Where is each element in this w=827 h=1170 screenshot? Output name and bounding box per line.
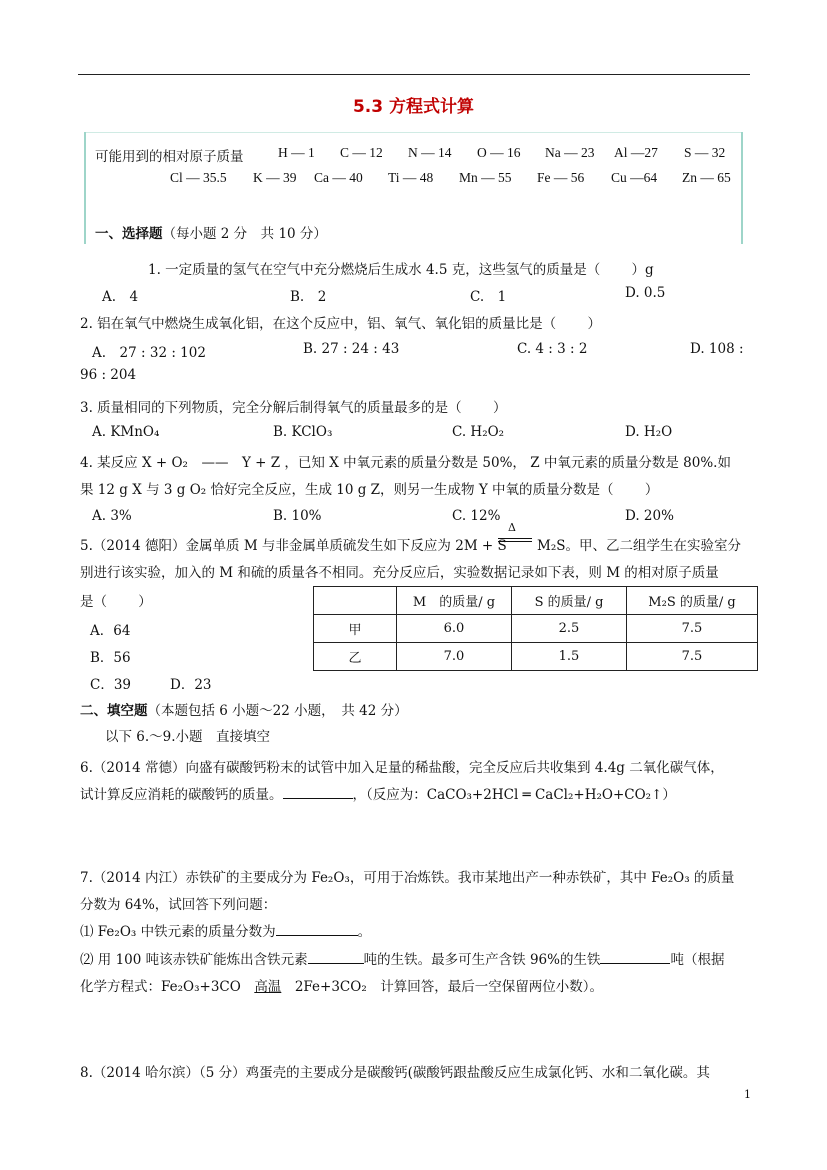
- section1-title: 一、选择题: [95, 226, 163, 242]
- q7-part2-blank1[interactable]: [308, 949, 364, 964]
- q6-line2-start: 试计算反应消耗的碳酸钙的质量。: [80, 787, 283, 803]
- table-header-row: [314, 587, 758, 615]
- q7-part2-blank2[interactable]: [600, 949, 670, 964]
- table-cell: 6.0: [397, 615, 512, 643]
- q4-option-a: A. 3%: [92, 508, 132, 524]
- page-number: 1: [744, 1088, 751, 1101]
- q4-option-b: B. 10%: [273, 508, 322, 524]
- q3-option-b: B. KClO₃: [273, 424, 333, 440]
- q5-line2: 别进行该实验，加入的 M 和硫的质量各不相同。充分反应后，实验数据记录如下表，则 M 的相对原子质量: [80, 565, 719, 581]
- q7-equation-end: 2Fe+3CO₂ 计算回答，最后一空保留两位小数）。: [294, 979, 603, 995]
- q2-text: 2. 铝在氧气中燃烧生成氧化铝，在这个反应中，铝、氧气、氧化铝的质量比是（ ）: [80, 316, 601, 332]
- table-row: [314, 615, 758, 643]
- mass-c: C — 12: [340, 145, 383, 160]
- q5-equals-bar: [498, 538, 532, 542]
- q5-data-table: [313, 586, 758, 671]
- table-header-cell: M 的质量/ g: [397, 587, 512, 615]
- table-header-cell: M₂S 的质量/ g: [627, 587, 758, 615]
- q5-line1: 5.（2014 德阳）金属单质 M 与非金属单质硫发生如下反应为 2M + S: [80, 538, 507, 554]
- section1-heading: [95, 222, 327, 242]
- q2-option-c: C. 4 : 3 : 2: [517, 341, 588, 357]
- q7-equation-start: 化学方程式：Fe₂O₃+3CO: [80, 979, 241, 995]
- q7-equation-line: [80, 975, 603, 995]
- mass-cl: Cl — 35.5: [170, 170, 227, 185]
- q1-option-b: B. 2: [290, 289, 327, 305]
- q7-line2: 分数为 64%，试回答下列问题：: [80, 897, 277, 913]
- q7-part2: [80, 948, 724, 968]
- q7-part2-text: ⑵ 用 100 吨该赤铁矿能炼出含铁元素: [80, 952, 308, 968]
- mass-mn: Mn — 55: [459, 170, 512, 185]
- table-cell: 1.5: [512, 643, 627, 671]
- q4-line2: 果 12 g X 与 3 g O₂ 恰好完全反应，生成 10 g Z，则另一生成物 Y 中氧的质量分数是（ ）: [80, 482, 659, 498]
- mass-box-right-border: [741, 132, 743, 244]
- mass-n: N — 14: [408, 145, 452, 160]
- q2-option-a: A. 27 : 32 : 102: [92, 345, 206, 361]
- mass-ti: Ti — 48: [388, 170, 434, 185]
- section2-subnote: 以下 6.～9.小题 直接填空: [105, 729, 271, 745]
- mass-box-left-border: [84, 132, 86, 244]
- q6-answer-blank[interactable]: [283, 784, 353, 799]
- q5-option-c: C．39: [90, 677, 132, 693]
- q5-line3: 是（ ）: [80, 594, 152, 610]
- section2-note: （本题包括 6 小题～22 小题， 共 42 分）: [147, 703, 408, 719]
- q6-line1: 6.（2014 常德）向盛有碳酸钙粉末的试管中加入足量的稀盐酸，完全反应后共收集到 4.4g 二氧化碳气体，: [80, 760, 724, 776]
- q6-line2-end: ，（反应为：CaCO₃+2HCl ═ CaCl₂+H₂O+CO₂↑）: [352, 787, 676, 803]
- table-cell: 7.0: [397, 643, 512, 671]
- header-rule: [78, 74, 750, 75]
- mass-na: Na — 23: [545, 145, 595, 160]
- mass-box-top: [84, 132, 743, 133]
- q4-option-d: D. 20%: [625, 508, 674, 524]
- q5-option-b: B．56: [90, 650, 131, 666]
- q7-part1-blank[interactable]: [276, 921, 358, 936]
- table-header-cell: S 的质量/ g: [512, 587, 627, 615]
- q7-line1: 7.（2014 内江）赤铁矿的主要成分为 Fe₂O₃，可用于冶炼铁。我市某地出产一种赤铁矿，其中 Fe₂O₃ 的质量: [80, 870, 735, 886]
- mass-zn: Zn — 65: [682, 170, 731, 185]
- q2-option-d: D. 108 :: [690, 341, 744, 357]
- mass-h: H — 1: [278, 145, 315, 160]
- q3-option-c: C. H₂O₂: [452, 424, 505, 440]
- q7-part2-end: 吨（根据: [670, 952, 725, 968]
- q5-delta-symbol: Δ: [508, 521, 516, 534]
- mass-s: S — 32: [684, 145, 726, 160]
- table-cell: 2.5: [512, 615, 627, 643]
- q6-line2: [80, 783, 676, 803]
- q3-text: 3. 质量相同的下列物质，完全分解后制得氧气的质量最多的是（ ）: [80, 400, 507, 416]
- q7-part1: [80, 920, 371, 940]
- table-row: [314, 643, 758, 671]
- table-cell: 乙: [314, 643, 397, 671]
- q5-option-d: D．23: [170, 677, 212, 693]
- mass-al: Al —27: [614, 145, 658, 160]
- atomic-mass-label: 可能用到的相对原子质量: [95, 149, 244, 165]
- q2-continuation: 96 : 204: [80, 367, 137, 383]
- q2-option-b: B. 27 : 24 : 43: [303, 341, 400, 357]
- q1-option-a: A. 4: [102, 289, 139, 305]
- mass-o: O — 16: [477, 145, 521, 160]
- section1-note: （每小题 2 分 共 10 分）: [162, 226, 327, 242]
- mass-cu: Cu —64: [611, 170, 658, 185]
- q5-option-a: A．64: [90, 623, 131, 639]
- q3-option-a: A. KMnO₄: [92, 424, 160, 440]
- q4-option-c: C. 12%: [452, 508, 501, 524]
- q7-gaowen-condition: 高温: [254, 979, 282, 995]
- q1-text: 1. 一定质量的氢气在空气中充分燃烧后生成水 4.5 克，这些氢气的质量是（ ）g: [148, 262, 654, 278]
- q5-line1b: M₂S。甲、乙二组学生在实验室分: [537, 538, 741, 554]
- table-header-cell: [314, 587, 397, 615]
- page-title: 5.3 方程式计算: [352, 97, 475, 117]
- section2-title: 二、填空题: [80, 703, 148, 719]
- mass-k: K — 39: [253, 170, 297, 185]
- q1-option-d: D. 0.5: [625, 285, 666, 301]
- table-cell: 甲: [314, 615, 397, 643]
- q7-part1-text: ⑴ Fe₂O₃ 中铁元素的质量分数为: [80, 924, 276, 940]
- q7-part1-end: 。: [357, 924, 372, 940]
- mass-fe: Fe — 56: [537, 170, 585, 185]
- section2-heading: [80, 699, 408, 719]
- table-cell: 7.5: [627, 615, 758, 643]
- q1-option-c: C. 1: [470, 289, 507, 305]
- mass-ca: Ca — 40: [314, 170, 363, 185]
- q4-line1: 4. 某反应 X + O₂ —— Y + Z ，已知 X 中氧元素的质量分数是 50%， Z 中氧元素的质量分数是 80%.如: [80, 455, 731, 471]
- table-cell: 7.5: [627, 643, 758, 671]
- q8-line1: 8.（2014 哈尔滨）（5 分）鸡蛋壳的主要成分是碳酸钙(碳酸钙跟盐酸反应生成氯化钙、水和二氧化碳。其: [80, 1065, 710, 1081]
- q7-part2-mid: 吨的生铁。最多可生产含铁 96%的生铁: [363, 952, 601, 968]
- q3-option-d: D. H₂O: [625, 424, 673, 440]
